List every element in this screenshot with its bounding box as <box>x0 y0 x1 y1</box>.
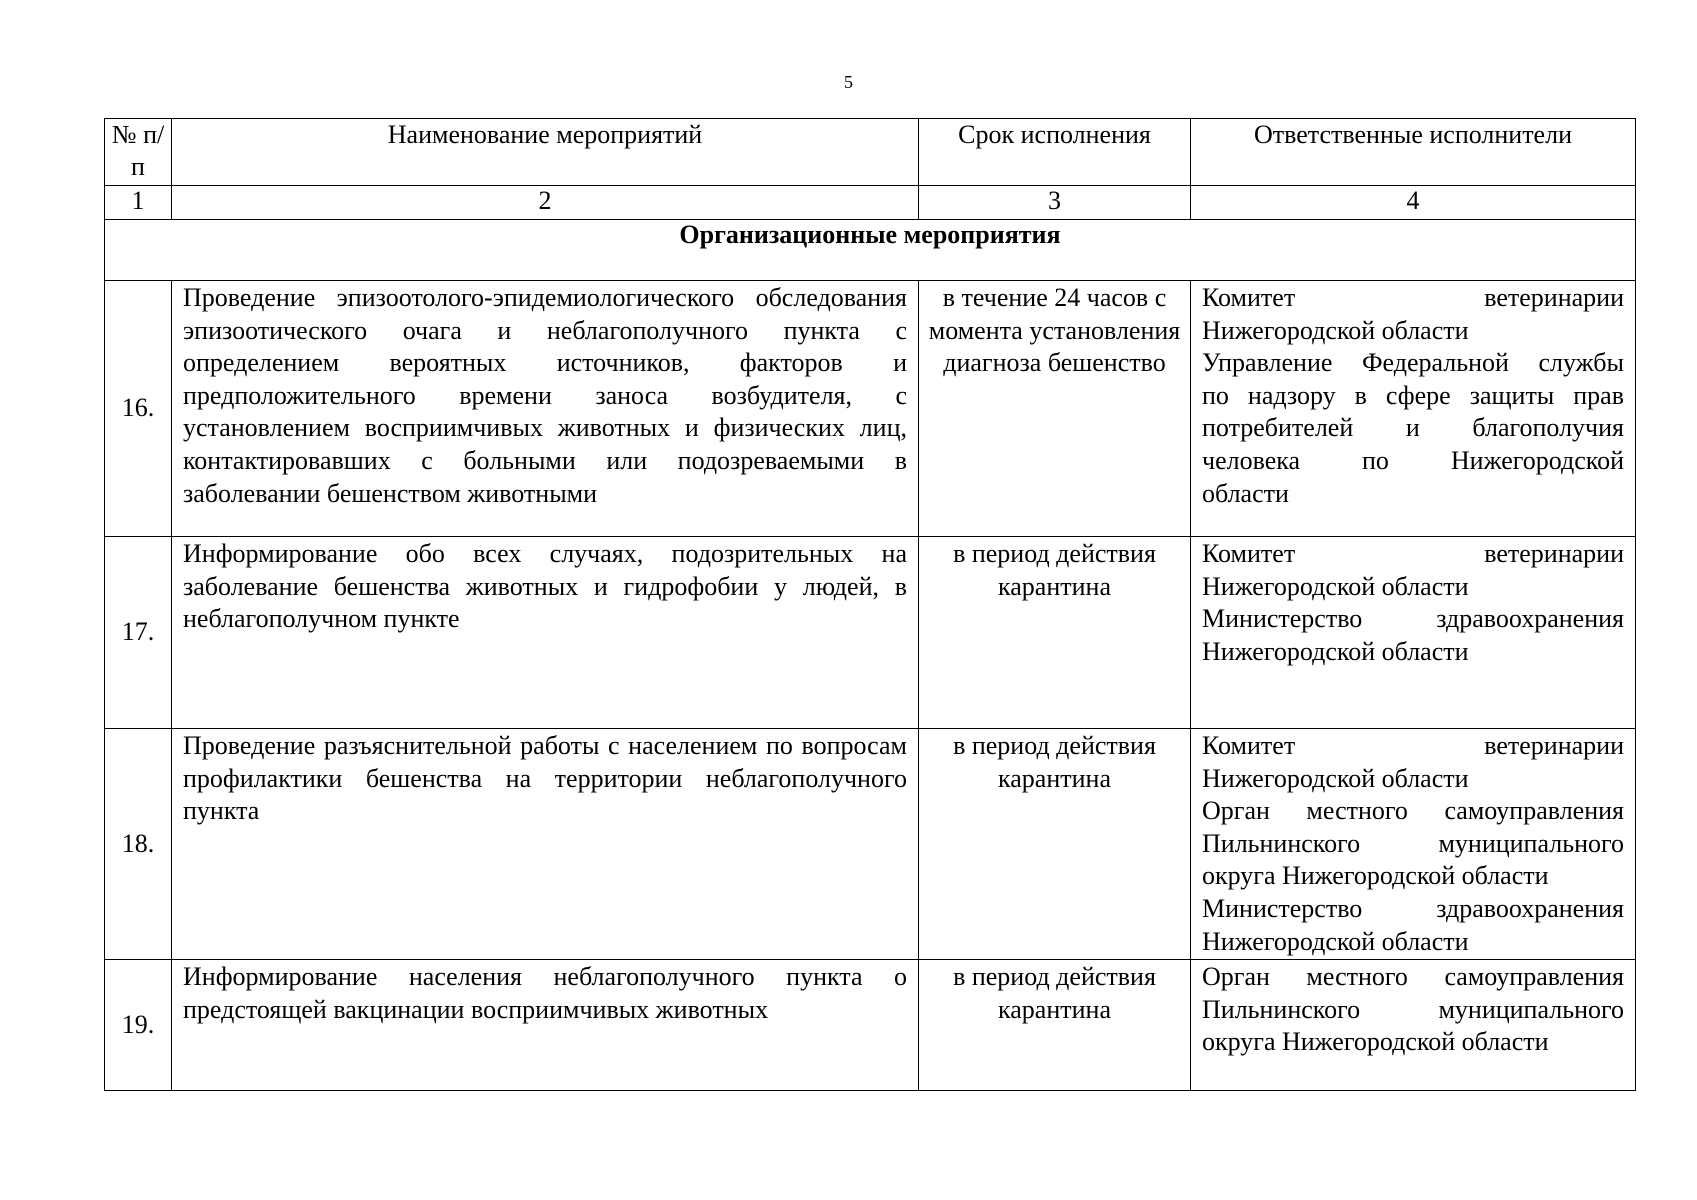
responsible-line: Министерство здравоохранения <box>1202 893 1624 923</box>
responsible-line: Орган местного самоуправления <box>1202 796 1624 826</box>
responsible-line: потребителей и благополучия <box>1202 413 1624 443</box>
row-number: 18. <box>105 729 172 960</box>
responsible-line: Управление Федеральной службы <box>1202 348 1624 378</box>
responsible-line: Орган местного самоуправления <box>1202 962 1624 991</box>
table-row <box>105 960 1636 1091</box>
section-row <box>105 220 1636 281</box>
measure-term: в период действия карантина <box>919 729 1191 960</box>
page-number: 5 <box>844 72 853 92</box>
measure-term: в период действия карантина <box>919 960 1191 1091</box>
responsible-executors <box>1191 729 1636 960</box>
column-index: 2 <box>172 186 919 220</box>
responsible-line: Пильнинского муниципального <box>1202 828 1624 858</box>
table-row <box>105 281 1636 537</box>
responsible-line: Комитет ветеринарии <box>1202 283 1624 312</box>
responsible-line: Министерство здравоохранения <box>1202 604 1624 634</box>
table-row <box>105 729 1636 960</box>
table-row <box>105 537 1636 729</box>
measure-name: Информирование обо всех случаях, подозрительных на заболевание бешенства животных и гидрофобии у людей, в неблагополучном пункте <box>172 537 919 729</box>
column-index: 3 <box>919 186 1191 220</box>
measure-term: в период действия карантина <box>919 537 1191 729</box>
responsible-executors <box>1191 281 1636 537</box>
column-index: 1 <box>105 186 172 220</box>
header-name: Наименование мероприятий <box>172 119 919 186</box>
header-num: № п/п <box>105 119 172 186</box>
row-number: 16. <box>105 281 172 537</box>
responsible-executors <box>1191 537 1636 729</box>
header-term: Срок исполнения <box>919 119 1191 186</box>
responsible-line: человека по Нижегородской <box>1202 445 1624 475</box>
responsible-line: Комитет ветеринарии <box>1202 539 1624 568</box>
section-title: Организационные мероприятия <box>105 220 1636 281</box>
responsible-line: Нижегородской области <box>1202 926 1469 956</box>
responsible-line: округа Нижегородской области <box>1202 861 1549 891</box>
responsible-line: области <box>1202 478 1289 508</box>
responsible-executors <box>1191 960 1636 1091</box>
header-resp: Ответственные исполнители <box>1191 119 1636 186</box>
measures-table <box>104 118 1636 1091</box>
row-number: 19. <box>105 960 172 1091</box>
column-index: 4 <box>1191 186 1636 220</box>
measure-name: Информирование населения неблагополучного пункта о предстоящей вакцинации восприимчивых животных <box>172 960 919 1091</box>
responsible-line: Пильнинского муниципального <box>1202 994 1624 1024</box>
measure-name: Проведение разъяснительной работы с населением по вопросам профилактики бешенства на территории неблагополучного пункта <box>172 729 919 960</box>
responsible-line: Нижегородской области <box>1202 315 1469 345</box>
responsible-line: Нижегородской области <box>1202 636 1469 666</box>
measure-term: в течение 24 часов с момента установления диагноза бешенство <box>919 281 1191 537</box>
measure-name: Проведение эпизоотолого-эпидемиологического обследования эпизоотического очага и неблагополучного пункта с определением вероятных источников, факторов и предположительного времени заноса возбудителя, с установлением восприимчивых животных и физических лиц, контактировавших с больными или подозреваемыми в заболевании бешенством животными <box>172 281 919 537</box>
responsible-line: Нижегородской области <box>1202 571 1469 601</box>
responsible-line: по надзору в сфере защиты прав <box>1202 380 1624 410</box>
responsible-line: Нижегородской области <box>1202 763 1469 793</box>
responsible-line: округа Нижегородской области <box>1202 1027 1549 1057</box>
table-header-row <box>105 119 1636 186</box>
column-index-row <box>105 186 1636 220</box>
responsible-line: Комитет ветеринарии <box>1202 731 1624 760</box>
row-number: 17. <box>105 537 172 729</box>
